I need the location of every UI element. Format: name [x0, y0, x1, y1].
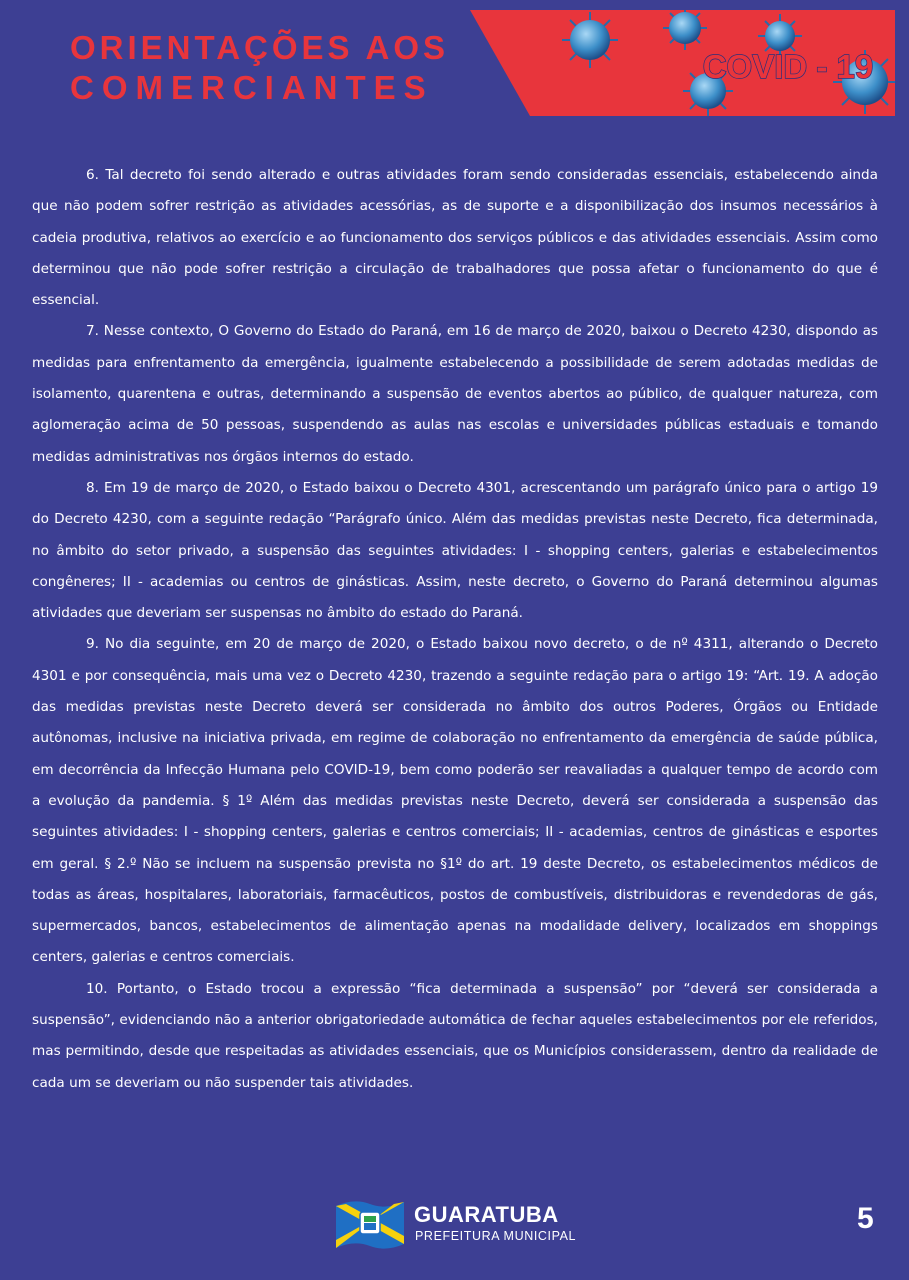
covid-banner [470, 10, 895, 116]
logo-subtitle: PREFEITURA MUNICIPAL [415, 1229, 577, 1243]
page-number: 5 [857, 1202, 874, 1235]
document-body [32, 160, 878, 1099]
paragraph-6: 6. Tal decreto foi sendo alterado e outras atividades foram sendo consideradas essenciais, estabelecendo ainda que não podem sofrer restrição as atividades acessórias, as de suporte e a disponibilização dos insumos necessários à cadeia produtiva, relativos ao exercício e ao funcionamento dos serviços públicos e das atividades essenciais. Assim como determinou que não pode sofrer restrição a circulação de trabalhadores que possa afetar o funcionamento do que é essencial. [32, 167, 878, 309]
covid-label: COVID - 19 [702, 48, 874, 85]
paragraph-7: 7. Nesse contexto, O Governo do Estado do Paraná, em 16 de março de 2020, baixou o Decreto 4230, dispondo as medidas para enfrentamento da emergência, igualmente estabelecendo a possibilidade de serem adotadas medidas de isolamento, quarentena e outras, determinando a suspensão de eventos abertos ao público, de qualquer natureza, com aglomeração acima de 50 pessoas, suspendendo as aulas nas escolas e universidades públicas estaduais e tomando medidas administrativas nos órgãos internos do estado. [32, 323, 878, 465]
paragraph-9: 9. No dia seguinte, em 20 de março de 2020, o Estado baixou novo decreto, o de nº 4311, alterando o Decreto 4301 e por consequência, mais uma vez o Decreto 4230, trazendo a seguinte redação para o artigo 19: “Art. 19. A adoção das medidas previstas neste Decreto deverá ser considerada no âmbito dos outros Poderes, Órgãos ou Entidade autônomas, inclusive na iniciativa privada, em regime de colaboração no enfrentamento da emergência de saúde pública, em decorrência da Infecção Humana pelo COVID-19, bem como poderão ser reavaliadas a qualquer tempo de acordo com a evolução da pandemia. § 1º Além das medidas previstas neste Decreto, deverá ser considerada a suspensão das seguintes atividades: I - shopping centers, galerias e centros comerciais; II - academias, centros de ginásticas e esportes em geral. § 2.º Não se incluem na suspensão prevista no §1º do art. 19 deste Decreto, os estabelecimentos médicos de todas as áreas, hospitalares, laboratoriais, farmacêuticos, postos de combustíveis, distribuidoras e revendedoras de gás, supermercados, bancos, estabelecimentos de alimentação apenas na modalidade delivery, localizados em shoppings centers, galerias e centros comerciais. [32, 636, 878, 966]
paragraph-8: 8. Em 19 de março de 2020, o Estado baixou o Decreto 4301, acrescentando um parágrafo único para o artigo 19 do Decreto 4230, com a seguinte redação “Parágrafo único. Além das medidas previstas neste Decreto, fica determinada, no âmbito do setor privado, a suspensão das seguintes atividades: I - shopping centers, galerias e estabelecimentos congêneres; II - academias ou centros de ginásticas. Assim, neste decreto, o Governo do Paraná determinou algumas atividades que deveriam ser suspensas no âmbito do estado do Paraná. [32, 479, 878, 622]
paragraph-10: 10. Portanto, o Estado trocou a expressão “fica determinada a suspensão” por “deverá ser considerada a suspensão”, evidenciando não a anterior obrigatoriedade automática de fechar aqueles estabelecimentos por ele referidos, mas permitindo, desde que respeitadas as atividades essenciais, que os Municípios considerassem, dentro da realidade de cada um se deveriam ou não suspender tais atividades. [32, 980, 878, 1091]
title-line-2: COMERCIANTES [70, 69, 434, 106]
guaratuba-logo [334, 1198, 584, 1252]
page-title [70, 28, 449, 108]
flag-icon [334, 1198, 406, 1252]
title-line-1: ORIENTAÇÕES AOS [70, 29, 450, 66]
logo-name: GUARATUBA [414, 1202, 559, 1227]
virus-icon [562, 12, 618, 68]
